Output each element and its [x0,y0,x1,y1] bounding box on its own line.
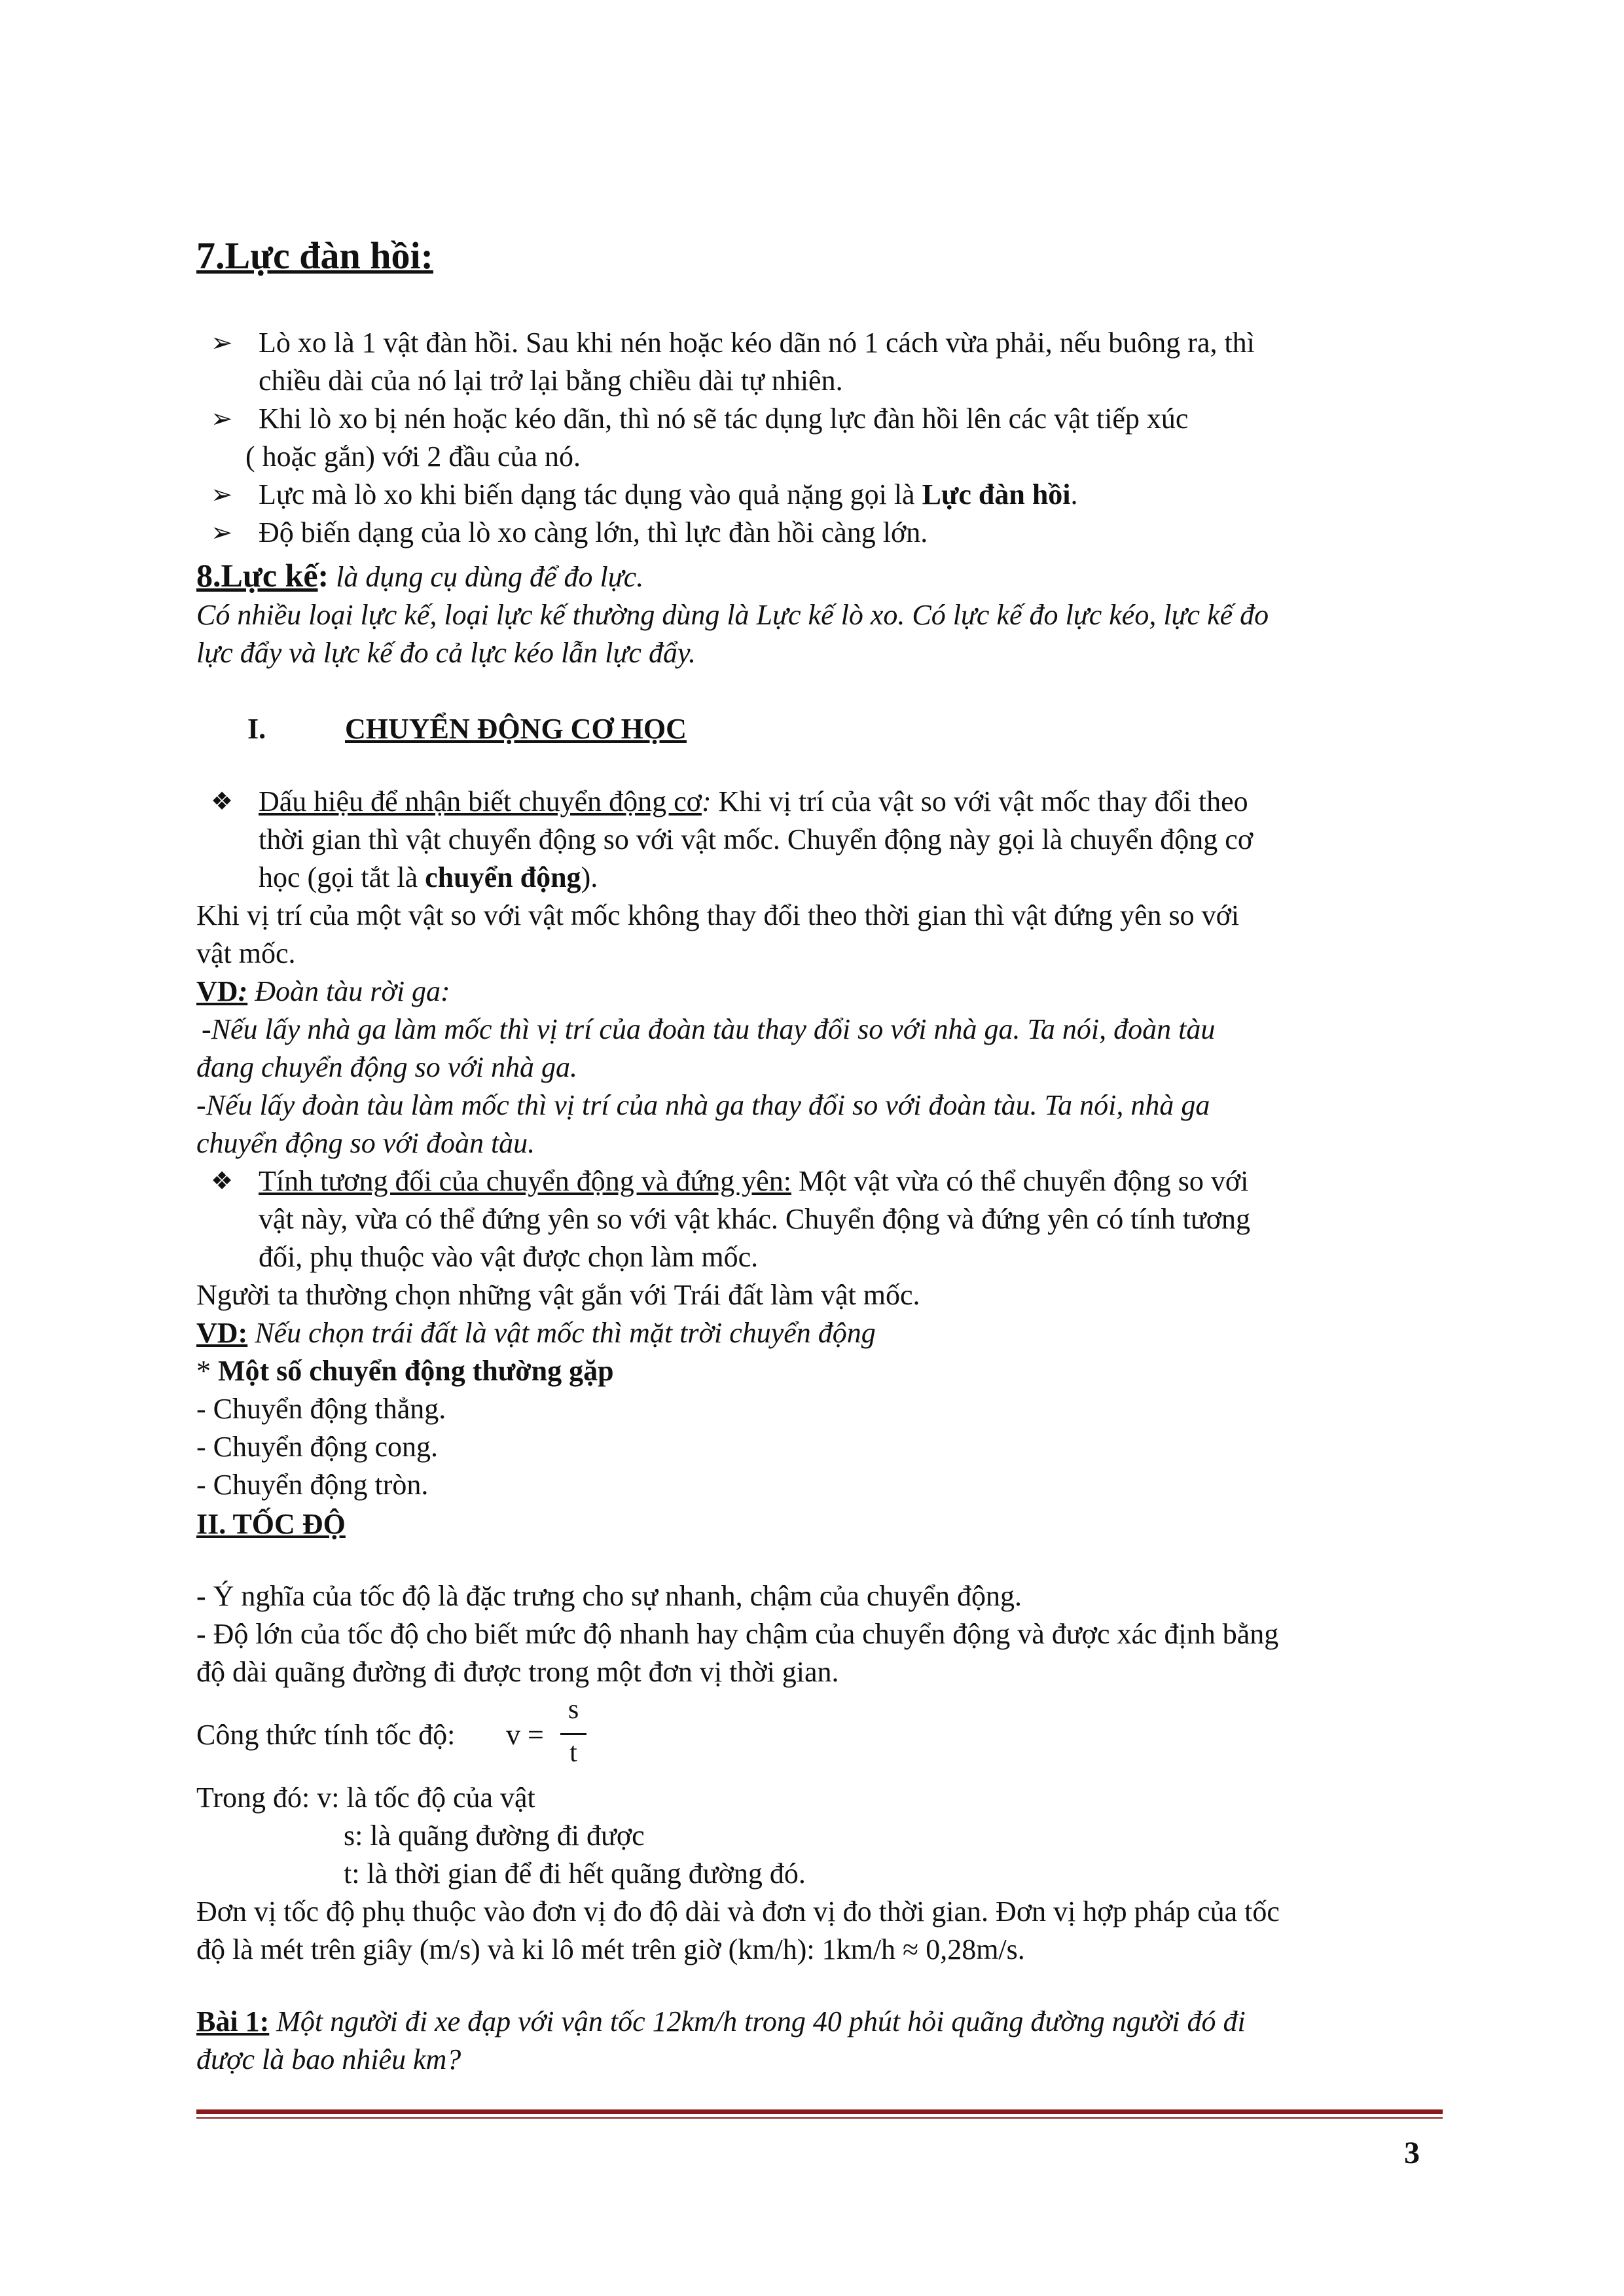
secI-bullet1-label: Dấu hiệu để nhận biết chuyển động cơ [259,785,702,817]
list-item: - Chuyển động cong. [196,1431,439,1463]
secI-bullet1-colon: : [701,785,712,817]
secII-line1 [196,1577,1022,1615]
secII-line3: độ dài quãng đường đi được trong một đơn vị thời gian. [196,1656,839,1688]
arrow-bullet-icon: ➢ [211,518,233,547]
fraction-bar [560,1733,586,1735]
secI-example1-heading [196,973,450,1011]
list-item: - Chuyển động thẳng. [196,1393,446,1425]
sec7-bullet1-line2: chiều dài của nó lại trở lại bằng chiều dài tự nhiên. [259,365,843,397]
secII-line2-dash: - [196,1618,206,1650]
secI-para2: Người ta thường chọn những vật gắn với Trái đất làm vật mốc. [196,1279,920,1311]
section-II-title: II. TỐC ĐỘ [196,1508,346,1540]
section-8-title: 8.Lực kế [196,557,318,594]
section-8-colon: : [317,557,329,594]
secI-bullet1-line3-term: chuyển động [425,861,581,893]
secI-para1-line1: Khi vị trí của một vật so với vật mốc không thay đổi theo thời gian thì vật đứng yên so với [196,899,1240,931]
secI-example2-text: Nếu chọn trái đất là vật mốc thì mặt trời chuyển động [247,1317,876,1349]
secI-example1-line1: -Nếu lấy nhà ga làm mốc thì vị trí của đoàn tàu thay đổi so với nhà ga. Ta nói, đoàn tàu [202,1013,1216,1045]
section-8-definition: là dụng cụ dùng để đo lực. [329,561,644,593]
page-number: 3 [1404,2136,1420,2170]
exercise-1-line1 [196,2003,1246,2041]
secII-line1-dash: - [196,1580,206,1612]
sec7-bullet2-line2: ( hoặc gắn) với 2 đầu của nó. [245,440,581,473]
sec8-para-line2: lực đẩy và lực kế đo cả lực kéo lẫn lực đẩy. [196,637,696,669]
section-I-title: CHUYỂN ĐỘNG CƠ HỌC [345,713,687,745]
secI-list-title [196,1352,614,1390]
secII-line2-text: Độ lớn của tốc độ cho biết mức độ nhanh hay chậm của chuyển động và được xác định bằng [206,1618,1279,1650]
diamond-bullet-icon: ❖ [211,1168,234,1195]
where-line2: s: là quãng đường đi được [344,1820,645,1852]
where-line1: Trong đó: v: là tốc độ của vật [196,1782,535,1814]
secI-example2 [196,1314,876,1352]
list-item: - Chuyển động tròn. [196,1469,429,1501]
sec7-bullet3-end: . [1070,478,1078,511]
arrow-bullet-icon: ➢ [211,328,233,357]
secII-line1-text: Ý nghĩa của tốc độ là đặc trưng cho sự nhanh, chậm của chuyển động. [206,1580,1022,1612]
section-8-heading [196,556,643,596]
sec7-bullet4: Độ biến dạng của lò xo càng lớn, thì lực đàn hồi càng lớn. [259,516,928,548]
diamond-bullet-icon: ❖ [211,788,234,816]
exercise-1-text: Một người đi xe đạp với vận tốc 12km/h trong 40 phút hỏi quãng đường người đó đi [269,2005,1246,2037]
exercise-1-label: Bài 1: [196,2005,270,2037]
arrow-bullet-icon: ➢ [211,404,233,433]
sec8-para-line1: Có nhiều loại lực kế, loại lực kế thường dùng là Lực kế lò xo. Có lực kế đo lực kéo, lực kế đo [196,599,1269,631]
secI-example1-text: Đoàn tàu rời ga: [247,975,450,1007]
exercise-1-line2: được là bao nhiêu km? [196,2043,461,2075]
secI-bullet2-line3: đối, phụ thuộc vào vật được chọn làm mốc. [259,1241,759,1273]
formula-denominator: t [569,1738,577,1768]
formula-lhs: v = [506,1719,544,1751]
sec7-bullet3 [259,476,1078,514]
secI-bullet1-line2: thời gian thì vật chuyển động so với vật mốc. Chuyển động này gọi là chuyển động cơ [259,823,1254,855]
footer-rule-thick [196,2109,1443,2114]
where-line3: t: là thời gian để đi hết quãng đường đó. [344,1857,806,1890]
secI-example1-label: VD [196,975,238,1007]
secI-bullet1-line3 [259,859,598,897]
secI-para1-line2: vật mốc. [196,937,296,969]
sec7-bullet3-text: Lực mà lò xo khi biến dạng tác dụng vào quả nặng gọi là [259,478,922,511]
footer-rule-thin [196,2117,1443,2119]
secI-example1-colon: : [238,975,248,1007]
formula-numerator: s [568,1695,579,1725]
section-I-number: I. [247,713,266,745]
secI-bullet2-line2: vật này, vừa có thể đứng yên so với vật khác. Chuyển động và đứng yên có tính tương [259,1203,1250,1235]
sec7-bullet2-line1: Khi lò xo bị nén hoặc kéo dãn, thì nó sẽ tác dụng lực đàn hồi lên các vật tiếp xúc [259,403,1189,435]
secI-example1-line3: -Nếu lấy đoàn tàu làm mốc thì vị trí của nhà ga thay đổi so với đoàn tàu. Ta nói, nhà ga [196,1089,1210,1121]
section-7-title: 7.Lực đàn hồi: [196,234,433,277]
sec7-bullet1-line1: Lò xo là 1 vật đàn hồi. Sau khi nén hoặc kéo dãn nó 1 cách vừa phải, nếu buông ra, thì [259,327,1255,359]
secI-example1-line4: chuyển động so với đoàn tàu. [196,1127,535,1159]
secI-bullet1-line1 [259,783,1248,821]
arrow-bullet-icon: ➢ [211,480,233,509]
secI-bullet1-line3-a: học (gọi tắt là [259,861,425,893]
secI-list-title-text: Một số chuyển động thường gặp [218,1355,614,1387]
formula-label: Công thức tính tốc độ: [196,1719,456,1751]
secI-bullet1-line3-c: ). [581,861,598,893]
secI-bullet2-line1 [259,1162,1248,1200]
unit-line2: độ là mét trên giây (m/s) và ki lô mét trên giờ (km/h): 1km/h ≈ 0,28m/s. [196,1933,1025,1965]
unit-line1: Đơn vị tốc độ phụ thuộc vào đơn vị đo độ dài và đơn vị đo thời gian. Đơn vị hợp pháp của tốc [196,1895,1280,1928]
secI-bullet2-label: Tính tương đối của chuyển động và đứng yên: [259,1165,791,1197]
secI-bullet2-text: Một vật vừa có thể chuyển động so với [791,1165,1249,1197]
sec7-bullet3-term: Lực đàn hồi [922,478,1071,511]
secI-example2-label: VD: [196,1317,248,1349]
secI-list-star: * [196,1355,218,1387]
secII-line2 [196,1615,1278,1653]
secI-bullet1-text: Khi vị trí của vật so với vật mốc thay đổi theo [711,785,1248,817]
secI-example1-line2: đang chuyển động so với nhà ga. [196,1051,577,1083]
